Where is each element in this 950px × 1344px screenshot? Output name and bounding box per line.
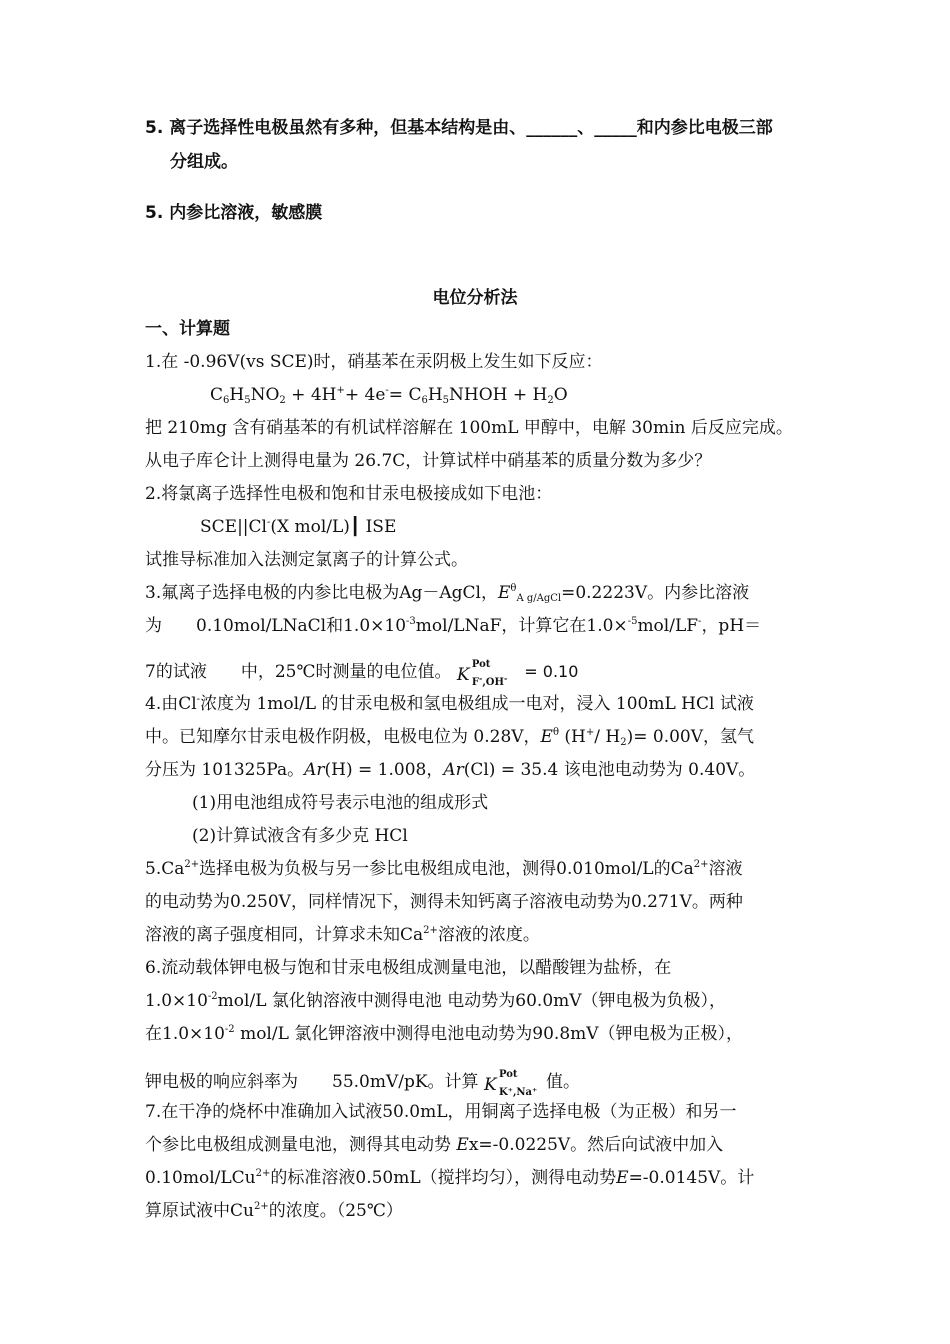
selectivity-coefficient-f-oh: K Pot F-,OH- <box>456 659 508 688</box>
p4-line3: 分压为 101325Pa。Ar(H) = 1.008，Ar(Cl) = 35.4 该电池电动势为 0.40V。 <box>145 760 756 780</box>
p3-line1: 3.氟离子选择电极的内参比电极为Ag－AgCl，$E^\theta_{A g/AgCl}=0.2223V$。内参比溶液 <box>145 583 750 604</box>
p2-line1: 2.将氯离子选择性电极和饱和甘汞电极接成如下电池： <box>145 484 553 504</box>
q5-answer: 5. 内参比溶液，敏感膜 <box>145 203 323 223</box>
p7-line3: 0.10mol/LCu$^{2+}$的标准溶液0.50mL（搅拌均匀），测得电动势E=-0.0145V。计 <box>145 1168 755 1188</box>
p2-cell: SCE||Cl-(X mol/L)┃ ISE <box>200 517 397 537</box>
p6-line1: 6.流动载体钾电极与饱和甘汞电极组成测量电池，以醋酸锂为盐桥，在 <box>145 958 672 978</box>
p3-line2: 为 0.10mol/LNaCl和$1.0\times 10^{-3}mol$/LNaF，计算它在1.0×$^{-5}$mol/LF-，pH＝ <box>145 616 762 636</box>
p7-line2: 个参比电极组成测量电池，测得其电动势 Ex=-0.0225V。然后向试液中加入 <box>145 1135 724 1155</box>
p4-sub2: (2)计算试液含有多少克 HCl <box>192 826 408 846</box>
section-title: 电位分析法 <box>432 288 518 308</box>
p1-line4: 从电子库仑计上测得电量为 26.7C，计算试样中硝基苯的质量分数为多少？ <box>145 451 712 471</box>
p4-line1: 4.由Cl-浓度为 1mol/L 的甘汞电极和氢电极组成一电对，浸入 100mL HCl 试液 <box>145 694 754 714</box>
p1-equation: $C_6H_5NO_2 + 4H^++ 4e^-=$ $C_6H_5NHOH + H_2O$ <box>210 385 568 406</box>
p2-line3: 试推导标准加入法测定氯离子的计算公式。 <box>145 550 468 570</box>
p4-line2: 中。已知摩尔甘汞电极作阴极，电极电位为 0.28V，$E^\theta$ (H+/ $H_2)= 0.00V$，氢气 <box>145 727 755 748</box>
p5-line3: 溶液的离子强度相同，计算求未知$Ca^{2+}$溶液的浓度。 <box>145 925 540 945</box>
q5-line2: 分组成。 <box>170 152 238 172</box>
calc-heading: 一、计算题 <box>145 319 230 339</box>
p6-line3: 在$1.0\times 10^{-2}$ mol/L 氯化钾溶液中测得电池电动势为90.8mV（钾电极为正极）， <box>145 1024 744 1044</box>
p1-line3: 把 210mg 含有硝基苯的有机试样溶解在 100mL 甲醇中，电解 30min 后反应完成。 <box>145 418 793 438</box>
p6-line2: $1.0\times 10^{-2}mol/L$ 氯化钠溶液中测得电池 电动势为60.0mV（钾电极为负极）， <box>145 991 727 1011</box>
p5-line1: $5.Ca^{2+}$选择电极为负极与另一参比电极组成电池，测得0.010mol/L的$Ca^{2+}$溶液 <box>145 859 743 879</box>
p5-line2: 的电动势为0.250V，同样情况下，测得未知钙离子溶液电动势为0.271V。两种 <box>145 892 743 912</box>
p7-line1: 7.在干净的烧杯中准确加入试液50.0mL，用铜离子选择电极（为正极）和另一 <box>145 1102 737 1122</box>
q5-line1: 5. 离子选择性电极虽然有多种，但基本结构是由、______、_____和内参比电极三部 <box>145 118 773 138</box>
selectivity-coefficient-k-na: K Pot K⁺,Na⁺ <box>483 1069 538 1098</box>
p3-line3: 7的试液 中，25℃时测量的电位值。 K Pot F-,OH- = 0.10 <box>145 653 578 688</box>
p7-line4: 算原试液中$Cu^{2+}$的浓度。（25℃） <box>145 1201 403 1221</box>
p6-line4: 钾电极的响应斜率为 55.0mV/pK。计算 K Pot K⁺,Na⁺ 值。 <box>145 1063 580 1098</box>
p4-sub1: (1)用电池组成符号表示电池的组成形式 <box>192 793 489 813</box>
p1-line1: 1.在 -0.96V(vs SCE)时，硝基苯在汞阴极上发生如下反应： <box>145 352 603 372</box>
